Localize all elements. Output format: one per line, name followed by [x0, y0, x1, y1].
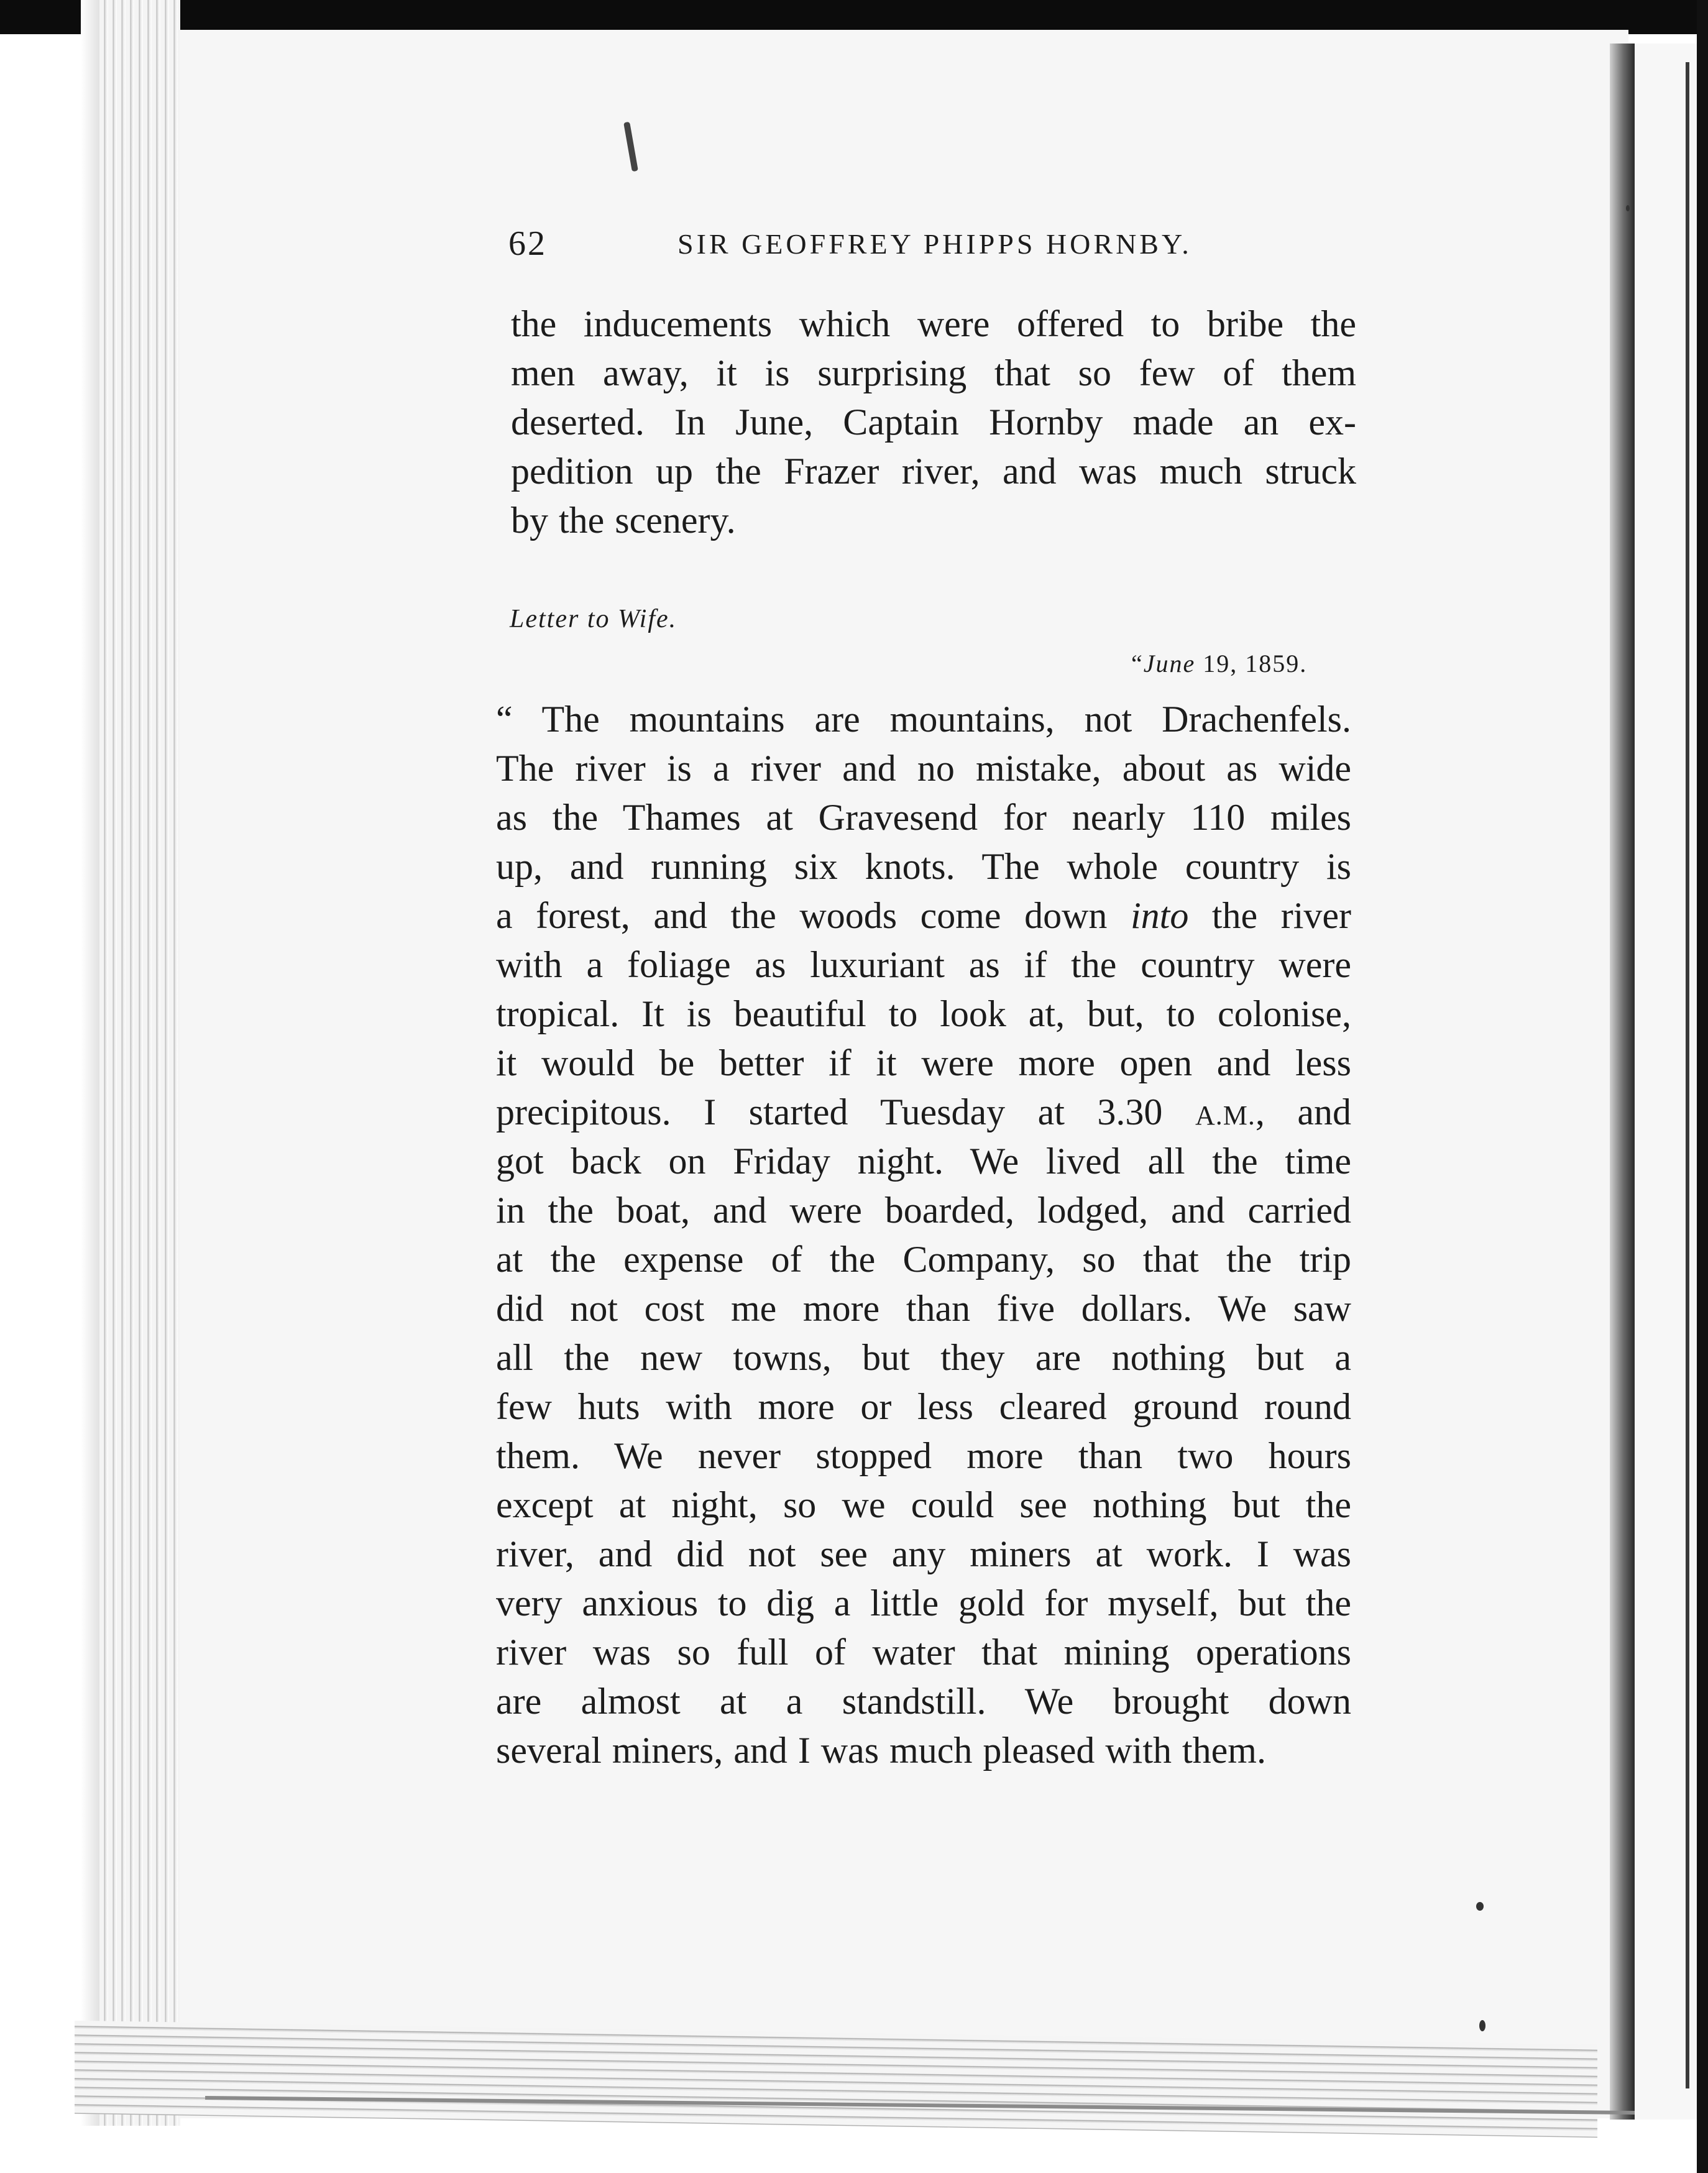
line-segment: , and [1255, 1091, 1351, 1132]
letter-body [496, 695, 1351, 1775]
text-line: tropical. It is beautiful to look at, but, to colonise, [496, 993, 1351, 1034]
text-line: pedition up the Frazer river, and was much struck [511, 451, 1356, 492]
line-segment: precipitous. I started Tuesday at 3.30 [496, 1091, 1195, 1132]
text-line: several miners, and I was much pleased with them. [496, 1730, 1266, 1771]
text-line: very anxious to dig a little gold for myself, but the [496, 1583, 1351, 1624]
text-line: it would be better if it were more open and less [496, 1042, 1351, 1083]
text-line: deserted. In June, Captain Hornby made an ex- [511, 402, 1356, 443]
text-line: river was so full of water that mining operations [496, 1632, 1351, 1673]
text-line: as the Thames at Gravesend for nearly 110 miles [496, 797, 1351, 838]
book-gutter [1610, 44, 1635, 2120]
text-line: except at night, so we could see nothing but the [496, 1484, 1351, 1525]
letter-heading: Letter to Wife. [510, 605, 677, 633]
date-day-year: 19, 1859. [1203, 650, 1308, 678]
text-line-with-italic [496, 891, 1351, 940]
scan-speck [1476, 1902, 1484, 1911]
opening-paragraph [511, 300, 1356, 545]
italic-word: into [1130, 895, 1189, 936]
text-line: with a foliage as luxuriant as if the country were [496, 944, 1351, 985]
scanner-background-right [1697, 0, 1708, 2173]
text-line-with-smallcaps [496, 1088, 1351, 1137]
text-line: “ The mountains are mountains, not Drachenfels. [496, 699, 1351, 740]
text-line: got back on Friday night. We lived all the time [496, 1141, 1351, 1182]
page-header [508, 224, 1229, 267]
text-line: are almost at a standstill. We brought down [496, 1681, 1351, 1722]
text-line: by the scenery. [511, 500, 736, 541]
line-segment: a forest, and the woods come down [496, 895, 1131, 936]
line-segment: the river [1188, 895, 1351, 936]
facing-page-shadow-line [1686, 62, 1689, 2088]
date-open-quote: “ [1131, 650, 1144, 678]
text-line: all the new towns, but they are nothing but a [496, 1337, 1351, 1378]
date-month: June [1143, 650, 1196, 678]
scanner-background-top [0, 0, 1708, 34]
page-number: 62 [508, 224, 547, 263]
text-line: The river is a river and no mistake, about as wide [496, 748, 1351, 789]
text-line: did not cost me more than five dollars. We saw [496, 1288, 1351, 1329]
smallcaps-time: A.M. [1195, 1100, 1256, 1131]
scan-speck [1479, 2020, 1485, 2031]
text-line: up, and running six knots. The whole country is [496, 846, 1351, 887]
page-fore-edge [99, 0, 180, 2126]
text-line: river, and did not see any miners at work. I was [496, 1533, 1351, 1574]
running-head: SIR GEOFFREY PHIPPS HORNBY. [677, 228, 1192, 260]
text-line: at the expense of the Company, so that the trip [496, 1239, 1351, 1280]
letter-date [1131, 649, 1307, 678]
text-line: in the boat, and were boarded, lodged, and carried [496, 1190, 1351, 1231]
text-line: few huts with more or less cleared ground round [496, 1386, 1351, 1427]
scan-speck [1626, 205, 1630, 211]
text-line: them. We never stopped more than two hours [496, 1435, 1351, 1476]
text-line: the inducements which were offered to bribe the [511, 303, 1356, 344]
text-line: men away, it is surprising that so few of them [511, 352, 1356, 393]
